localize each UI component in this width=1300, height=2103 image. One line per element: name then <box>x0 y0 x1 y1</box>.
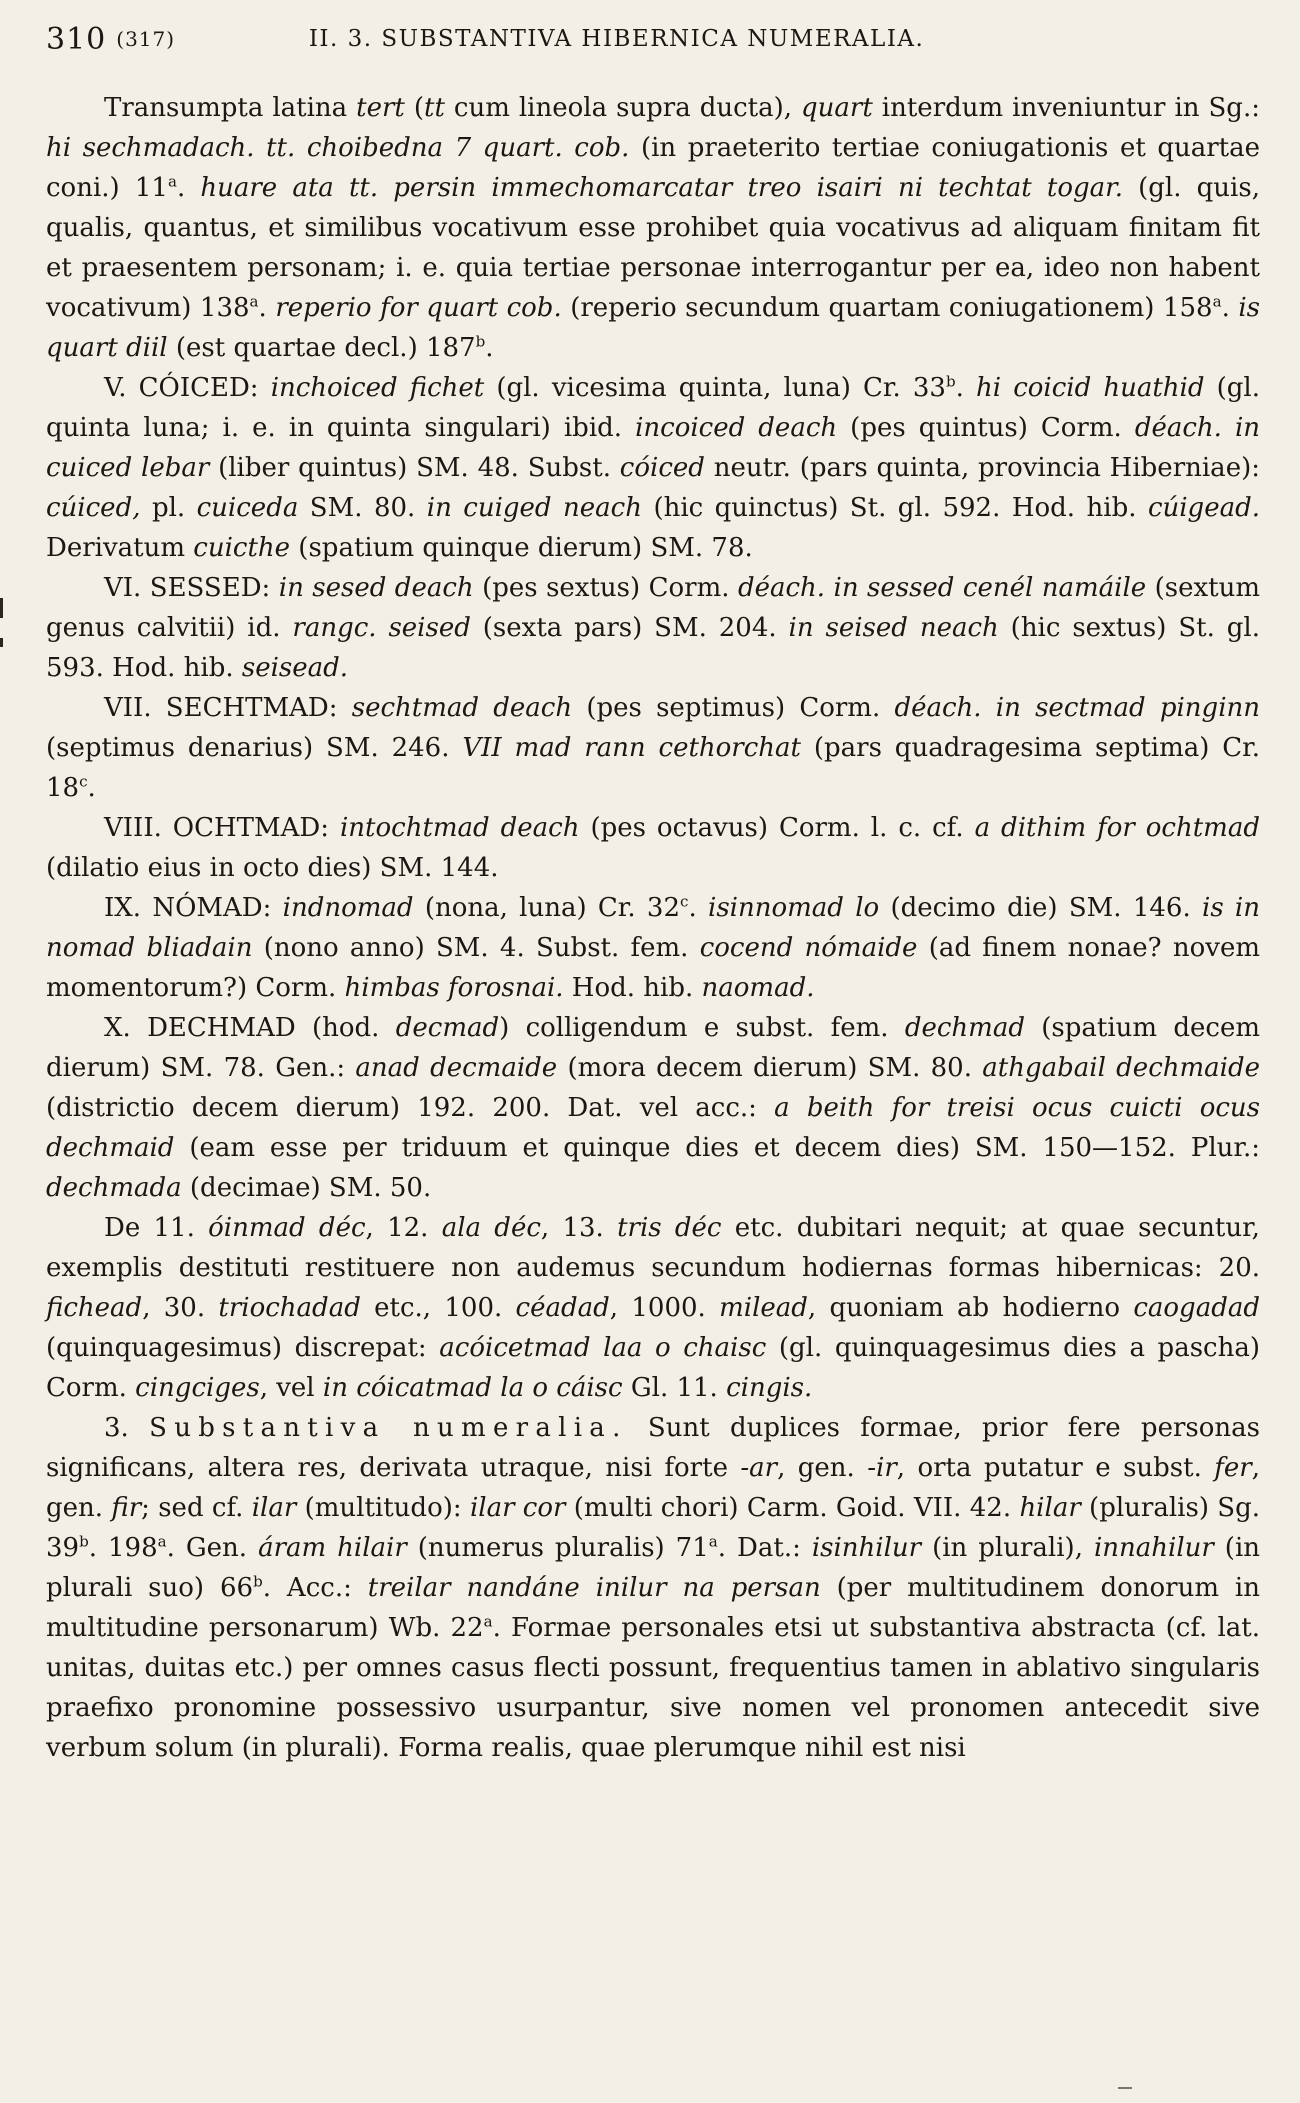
secondary-page-number: (317) <box>116 27 176 51</box>
paragraph: VIII. OCHTMAD: intochtmad deach (pes octavus) Corm. l. c. cf. a dithim for ochtmad (dilatio eius in octo dies) SM. 144. <box>46 813 1260 883</box>
paragraph: IX. NÓMAD: indnomad (nona, luna) Cr. 32$^c$. isinnomad lo (decimo die) SM. 146. is in nomad bliadain (nono anno) SM. 4. Subst. fem. cocend nómaide (ad finem nonae? novem momentorum?) Corm. himbas forosnai. Hod. hib. naomad. <box>46 892 1261 1003</box>
page-header <box>46 22 1260 66</box>
paragraph: VI. SESSED: in sesed deach (pes sextus) Corm. déach. in sessed cenél namáile (sextum genus calvitii) id. rangc. seised (sexta pars) SM. 204. in seised neach (hic sextus) St. gl. 593. Hod. hib. seisead. <box>46 573 1261 683</box>
paragraph: De 11. óinmad déc, 12. ala déc, 13. tris déc etc. dubitari nequit; at quae secuntur, exemplis destituti restituere non audemus secundum hodiernas formas hibernicas: 20. fichead, 30. triochadad etc., 100. céadad, 1000. milead, quoniam ab hodierno caogadad (quinquagesimus) discrepat: acóicetmad laa o chaisc (gl. quinquagesimus dies a pascha) Corm. cingciges, vel in cóicatmad la o cáisc Gl. 11. cingis. <box>46 1213 1260 1403</box>
scan-artifact <box>0 638 3 647</box>
paragraph: V. CÓICED: inchoiced fichet (gl. vicesima quinta, luna) Cr. 33$^b$. hi coicid huathid (gl. quinta luna; i. e. in quinta singulari) ibid. incoiced deach (pes quintus) Corm. déach. in cuiced lebar (liber quintus) SM. 48. Subst. cóiced neutr. (pars quinta, provincia Hiberniae): cúiced, pl. cuiceda SM. 80. in cuiged neach (hic quinctus) St. gl. 592. Hod. hib. cúigead. Derivatum cuicthe (spatium quinque dierum) SM. 78. <box>46 372 1261 563</box>
scan-artifact <box>0 598 3 618</box>
scan-artifact <box>1118 2087 1132 2089</box>
paragraph: VII. SECHTMAD: sechtmad deach (pes septimus) Corm. déach. in sectmad pinginn (septimus denarius) SM. 246. VII mad rann cethorchat (pars quadragesima septima) Cr. 18$^c$. <box>46 693 1261 803</box>
running-title: II. 3. SUBSTANTIVA HIBERNICA NUMERALIA. <box>308 26 925 52</box>
page-number: 310 <box>46 22 107 57</box>
text-block <box>46 88 1260 1768</box>
paragraph: Transumpta latina tert (tt cum lineola supra ducta), quart interdum inveniuntur in Sg.: hi sechmadach. tt. choibedna 7 quart. cob. (in praeterito tertiae coniugationis et quartae coni.) 11$^a$. huare ata tt. persin immechomarcatar treo isairi ni techtat togar. (gl. quis, qualis, quantus, et similibus vocativum esse prohibet quia vocativus ad aliquam finitam fit et praesentem personam; i. e. quia tertiae personae interrogantur per ea, ideo non habent vocativum) 138$^a$. reperio for quart cob. (reperio secundum quartam coniugationem) 158$^a$. is quart diil (est quartae decl.) 187$^b$. <box>46 93 1261 363</box>
paragraph: 3. Substantiva numeralia. Sunt duplices formae, prior fere personas significans, altera res, derivata utraque, nisi forte -ar, gen. -ir, orta putatur e subst. fer, gen. fir; sed cf. ilar (multitudo): ilar cor (multi chori) Carm. Goid. VII. 42. hilar (pluralis) Sg. 39$^b$. 198$^a$. Gen. áram hilair (numerus pluralis) 71$^a$. Dat.: isinhilur (in plurali), innahilur (in plurali suo) 66$^b$. Acc.: treilar nandáne inilur na persan (per multitudinem donorum in multitudine personarum) Wb. 22$^a$. Formae personales etsi ut substantiva abstracta (cf. lat. unitas, duitas etc.) per omnes casus flecti possunt, frequentius tamen in ablativo singularis praefixo pronomine possessivo usurpantur, sive nomen vel pronomen antecedit sive verbum solum (in plurali). Forma realis, quae plerumque nihil est nisi <box>46 1413 1261 1763</box>
paragraph: X. DECHMAD (hod. decmad) colligendum e subst. fem. dechmad (spatium decem dierum) SM. 78. Gen.: anad decmaide (mora decem dierum) SM. 80. athgabail dechmaide (districtio decem dierum) 192. 200. Dat. vel acc.: a beith for treisi ocus cuicti ocus dechmaid (eam esse per triduum et quinque dies et decem dies) SM. 150—152. Plur.: dechmada (decimae) SM. 50. <box>46 1013 1260 1203</box>
